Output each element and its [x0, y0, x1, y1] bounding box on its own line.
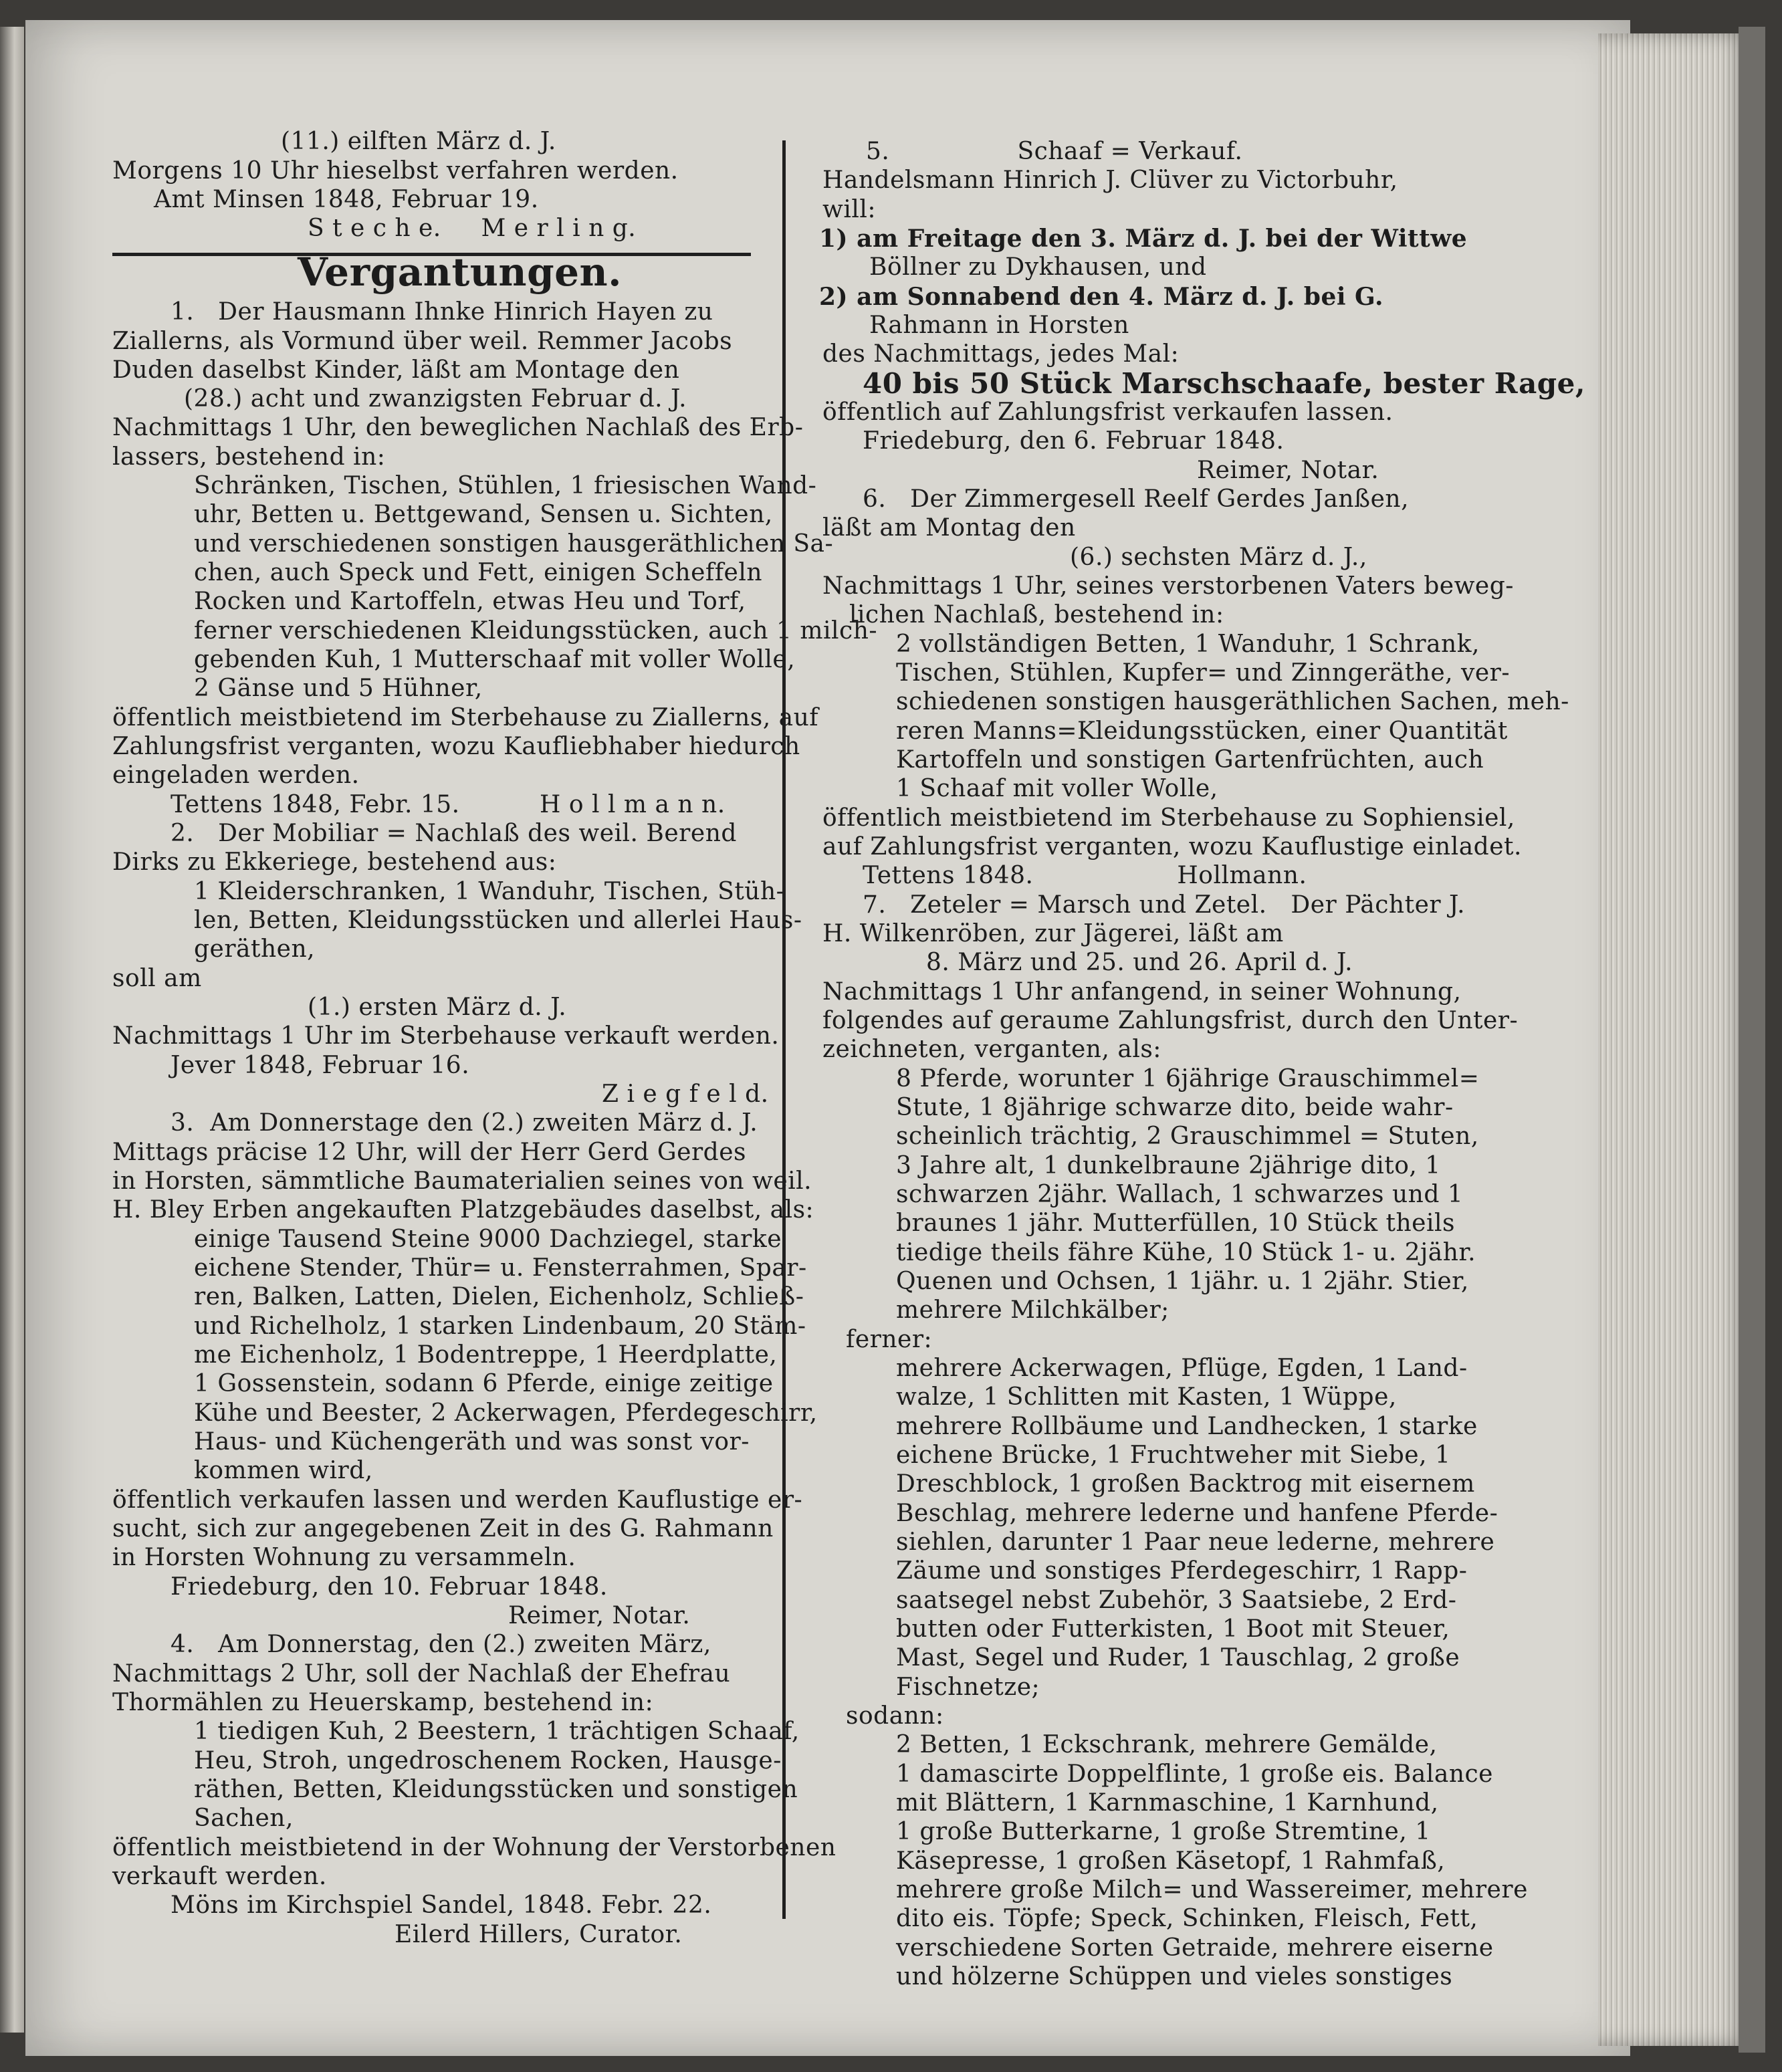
text-line: Nachmittags 1 Uhr im Sterbehause verkauft werden.	[112, 1022, 780, 1050]
text-line: Tettens 1848. Hollmann.	[863, 862, 1307, 889]
text-line: 2 vollständigen Betten, 1 Wanduhr, 1 Schrank,	[896, 630, 1480, 658]
text-line: Nachmittags 1 Uhr, seines verstorbenen Vaters beweg-	[822, 572, 1514, 600]
text-line: gebenden Kuh, 1 Mutterschaaf mit voller Wolle,	[194, 646, 796, 673]
text-line: chen, auch Speck und Fett, einigen Scheffeln	[194, 559, 763, 586]
text-line: öffentlich verkaufen lassen und werden Kauflustige er-	[112, 1486, 803, 1514]
text-line: Möns im Kirchspiel Sandel, 1848. Febr. 22.	[171, 1891, 712, 1919]
text-line: S t e c h e. M e r l i n g.	[308, 215, 637, 242]
text-line: 7. Zeteler = Marsch und Zetel. Der Pächter J.	[863, 891, 1466, 919]
text-line: Morgens 10 Uhr hieselbst verfahren werden.	[112, 157, 679, 185]
text-line: 4. Am Donnerstag, den (2.) zweiten März,	[171, 1631, 711, 1658]
text-line: zeichneten, verganten, als:	[822, 1036, 1161, 1063]
text-line: Nachmittags 1 Uhr, den beweglichen Nachlaß des Erb-	[112, 414, 804, 441]
text-line: 3 Jahre alt, 1 dunkelbraune 2jährige dito, 1	[896, 1152, 1441, 1179]
text-line: 8 Pferde, worunter 1 6jährige Grauschimmel=	[896, 1065, 1480, 1092]
text-line: (1.) ersten März d. J.	[308, 994, 567, 1021]
text-line: 1 damascirte Doppelflinte, 1 große eis. Balance	[896, 1760, 1493, 1788]
text-line: Mittags präcise 12 Uhr, will der Herr Gerd Gerdes	[112, 1139, 746, 1166]
text-line: butten oder Futterkisten, 1 Boot mit Steuer,	[896, 1615, 1450, 1643]
text-line: schwarzen 2jähr. Wallach, 1 schwarzes und 1	[896, 1181, 1464, 1208]
text-line: Z i e g f e l d.	[602, 1080, 769, 1108]
text-line: Reimer, Notar.	[1197, 457, 1379, 484]
text-line: Amt Minsen 1848, Februar 19.	[154, 186, 539, 213]
text-line: Rocken und Kartoffeln, etwas Heu und Torf,	[194, 588, 746, 615]
text-line: 1 Schaaf mit voller Wolle,	[896, 775, 1218, 802]
text-line: Zäume und sonstiges Pferdegeschirr, 1 Rapp-	[896, 1557, 1468, 1585]
text-line: Fischnetze;	[896, 1674, 1040, 1701]
text-line: eichene Stender, Thür= u. Fensterrahmen, Spar-	[194, 1254, 807, 1282]
text-line: 1) am Freitage den 3. März d. J. bei der Wittwe	[819, 225, 1468, 253]
text-line: uhr, Betten u. Bettgewand, Sensen u. Sichten,	[194, 501, 773, 528]
text-line: (11.) eilften März d. J.	[281, 128, 556, 155]
text-line: einige Tausend Steine 9000 Dachziegel, starke	[194, 1226, 782, 1253]
text-line: kommen wird,	[194, 1457, 373, 1484]
text-line: Friedeburg, den 6. Februar 1848.	[863, 427, 1285, 455]
text-line: Ziallerns, als Vormund über weil. Remmer Jacobs	[112, 328, 733, 355]
right-column	[782, 0, 1618, 2072]
text-line: Stute, 1 8jährige schwarze dito, beide wahr-	[896, 1094, 1454, 1121]
text-line: me Eichenholz, 1 Bodentreppe, 1 Heerdplatte,	[194, 1341, 778, 1369]
text-line: des Nachmittags, jedes Mal:	[822, 340, 1180, 368]
page-block-edge	[1598, 33, 1752, 2046]
text-line: schiedenen sonstigen hausgeräthlichen Sachen, meh-	[896, 688, 1569, 715]
text-line: Kartoffeln und sonstigen Gartenfrüchten, auch	[896, 746, 1484, 774]
left-column	[0, 0, 878, 2072]
text-line: 1 Gossenstein, sodann 6 Pferde, einige zeitige	[194, 1370, 774, 1397]
text-line: mehrere Ackerwagen, Pflüge, Egden, 1 Land-	[896, 1355, 1468, 1382]
text-line: Nachmittags 2 Uhr, soll der Nachlaß der Ehefrau	[112, 1660, 731, 1688]
text-line: Tettens 1848, Febr. 15. H o l l m a n n.	[171, 791, 726, 818]
text-line: mehrere Rollbäume und Landhecken, 1 starke	[896, 1413, 1478, 1440]
text-line: 5. Schaaf = Verkauf.	[866, 138, 1243, 165]
text-line: 2 Betten, 1 Eckschrank, mehrere Gemälde,	[896, 1731, 1438, 1758]
text-line: öffentlich meistbietend im Sterbehause zu Ziallerns, auf	[112, 704, 819, 731]
text-line: Jever 1848, Februar 16.	[171, 1052, 470, 1079]
text-line: ferner:	[846, 1326, 933, 1353]
text-line: in Horsten, sämmtliche Baumaterialien seines von weil.	[112, 1167, 812, 1195]
text-line: Haus- und Küchengeräth und was sonst vor-	[194, 1428, 750, 1456]
text-line: siehlen, darunter 1 Paar neue lederne, mehrere	[896, 1528, 1495, 1556]
text-line: 6. Der Zimmergesell Reelf Gerdes Janßen,	[863, 485, 1410, 513]
text-line: 40 bis 50 Stück Marschschaafe, bester Rage,	[863, 367, 1585, 400]
text-line: 2) am Sonnabend den 4. März d. J. bei G.	[819, 283, 1384, 311]
text-line: mit Blättern, 1 Karnmaschine, 1 Karnhund,	[896, 1789, 1439, 1817]
text-line: Käsepresse, 1 großen Käsetopf, 1 Rahmfaß,	[896, 1847, 1446, 1875]
text-line: Friedeburg, den 10. Februar 1848.	[171, 1573, 608, 1601]
text-line: in Horsten Wohnung zu versammeln.	[112, 1544, 576, 1571]
text-line: soll am	[112, 965, 202, 992]
text-line: Mast, Segel und Ruder, 1 Tauschlag, 2 große	[896, 1644, 1460, 1672]
text-line: 2. Der Mobiliar = Nachlaß des weil. Berend	[171, 820, 737, 847]
text-line: lassers, bestehend in:	[112, 443, 386, 471]
text-line: Heu, Stroh, ungedroschenem Rocken, Hausge-	[194, 1747, 782, 1774]
text-line: mehrere Milchkälber;	[896, 1296, 1170, 1324]
text-line: eingeladen werden.	[112, 762, 360, 789]
text-line: Zahlungsfrist verganten, wozu Kaufliebhaber hiedurch	[112, 733, 800, 760]
text-line: Handelsmann Hinrich J. Clüver zu Victorbuhr,	[822, 166, 1398, 194]
text-line: 1 große Butterkarne, 1 große Stremtine, 1	[896, 1818, 1431, 1845]
text-line: (6.) sechsten März d. J.,	[1070, 544, 1367, 571]
text-line: reren Manns=Kleidungsstücken, einer Quantität	[896, 717, 1508, 745]
text-line: saatsegel nebst Zubehör, 3 Saatsiebe, 2 Erd-	[896, 1587, 1457, 1614]
text-line: braunes 1 jähr. Mutterfüllen, 10 Stück theils	[896, 1210, 1455, 1237]
text-line: Quenen und Ochsen, 1 1jähr. u. 1 2jähr. Stier,	[896, 1268, 1469, 1295]
text-line: len, Betten, Kleidungsstücken und allerlei Haus-	[194, 907, 802, 934]
section-heading: Vergantungen.	[298, 249, 622, 295]
text-line: Dreschblock, 1 großen Backtrog mit eisernem	[896, 1470, 1475, 1498]
text-line: will:	[822, 196, 876, 223]
text-line: sucht, sich zur angegebenen Zeit in des G. Rahmann	[112, 1515, 774, 1542]
text-line: verkauft werden.	[112, 1863, 327, 1890]
text-line: lichen Nachlaß, bestehend in:	[849, 601, 1224, 628]
text-line: Thormählen zu Heuerskamp, bestehend in:	[112, 1689, 654, 1716]
text-line: Schränken, Tischen, Stühlen, 1 friesischen Wand-	[194, 472, 817, 499]
text-line: Reimer, Notar.	[508, 1602, 691, 1629]
text-line: (28.) acht und zwanzigsten Februar d. J.	[184, 385, 687, 413]
text-line: H. Wilkenröben, zur Jägerei, läßt am	[822, 920, 1284, 947]
text-line: 8. März und 25. und 26. April d. J.	[926, 949, 1353, 976]
text-line: öffentlich meistbietend im Sterbehause zu Sophiensiel,	[822, 804, 1515, 832]
text-line: 1 Kleiderschranken, 1 Wanduhr, Tischen, Stüh-	[194, 878, 785, 905]
text-line: Nachmittags 1 Uhr anfangend, in seiner Wohnung,	[822, 978, 1462, 1006]
text-line: räthen, Betten, Kleidungsstücken und sonstigen	[194, 1776, 798, 1803]
text-line: öffentlich meistbietend in der Wohnung der Verstorbenen	[112, 1834, 837, 1861]
text-line: Tischen, Stühlen, Kupfer= und Zinngeräthe, ver-	[896, 659, 1511, 687]
text-line: tiedige theils fähre Kühe, 10 Stück 1- u. 2jähr.	[896, 1239, 1476, 1266]
text-line: walze, 1 Schlitten mit Kasten, 1 Wüppe,	[896, 1383, 1397, 1411]
text-line: Böllner zu Dykhausen, und	[869, 253, 1207, 281]
text-line: dito eis. Töpfe; Speck, Schinken, Fleisch, Fett,	[896, 1905, 1478, 1932]
text-line: scheinlich trächtig, 2 Grauschimmel = Stuten,	[896, 1123, 1479, 1150]
text-line: Eilerd Hillers, Curator.	[395, 1921, 683, 1948]
text-line: und Richelholz, 1 starken Lindenbaum, 20 Stäm-	[194, 1312, 806, 1340]
text-line: läßt am Montag den	[822, 514, 1076, 542]
text-line: und hölzerne Schüppen und vieles sonstiges	[896, 1963, 1453, 1990]
text-line: und verschiedenen sonstigen hausgeräthlichen Sa-	[194, 530, 834, 558]
text-line: 2 Gänse und 5 Hühner,	[194, 675, 483, 702]
text-line: sodann:	[846, 1702, 944, 1730]
text-line: 1. Der Hausmann Ihnke Hinrich Hayen zu	[171, 298, 713, 326]
text-line: Rahmann in Horsten	[869, 312, 1129, 339]
text-line: Dirks zu Ekkeriege, bestehend aus:	[112, 848, 557, 876]
text-line: ferner verschiedenen Kleidungsstücken, auch 1 milch-	[194, 617, 878, 645]
text-line: öffentlich auf Zahlungsfrist verkaufen lassen.	[822, 398, 1394, 426]
text-line: geräthen,	[194, 935, 316, 963]
text-line: folgendes auf geraume Zahlungsfrist, durch den Unter-	[822, 1007, 1519, 1034]
text-line: Kühe und Beester, 2 Ackerwagen, Pferdegeschirr,	[194, 1399, 818, 1427]
text-line: ren, Balken, Latten, Dielen, Eichenholz, Schließ-	[194, 1283, 804, 1310]
text-line: auf Zahlungsfrist verganten, wozu Kauflustige einladet.	[822, 833, 1522, 860]
text-line: verschiedene Sorten Getraide, mehrere eiserne	[896, 1934, 1494, 1962]
text-line: Sachen,	[194, 1805, 294, 1832]
book-cover-edge	[1739, 27, 1765, 2053]
text-line: Beschlag, mehrere lederne und hanfene Pferde-	[896, 1500, 1498, 1527]
text-line: mehrere große Milch= und Wassereimer, mehrere	[896, 1876, 1528, 1904]
text-line: H. Bley Erben angekauften Platzgebäudes daselbst, als:	[112, 1196, 814, 1224]
text-line: 1 tiedigen Kuh, 2 Beestern, 1 trächtigen Schaaf,	[194, 1718, 800, 1745]
text-line: eichene Brücke, 1 Fruchtweher mit Siebe, 1	[896, 1442, 1451, 1469]
text-line: Duden daselbst Kinder, läßt am Montage den	[112, 356, 680, 384]
text-line: 3. Am Donnerstage den (2.) zweiten März d. J.	[171, 1109, 758, 1137]
